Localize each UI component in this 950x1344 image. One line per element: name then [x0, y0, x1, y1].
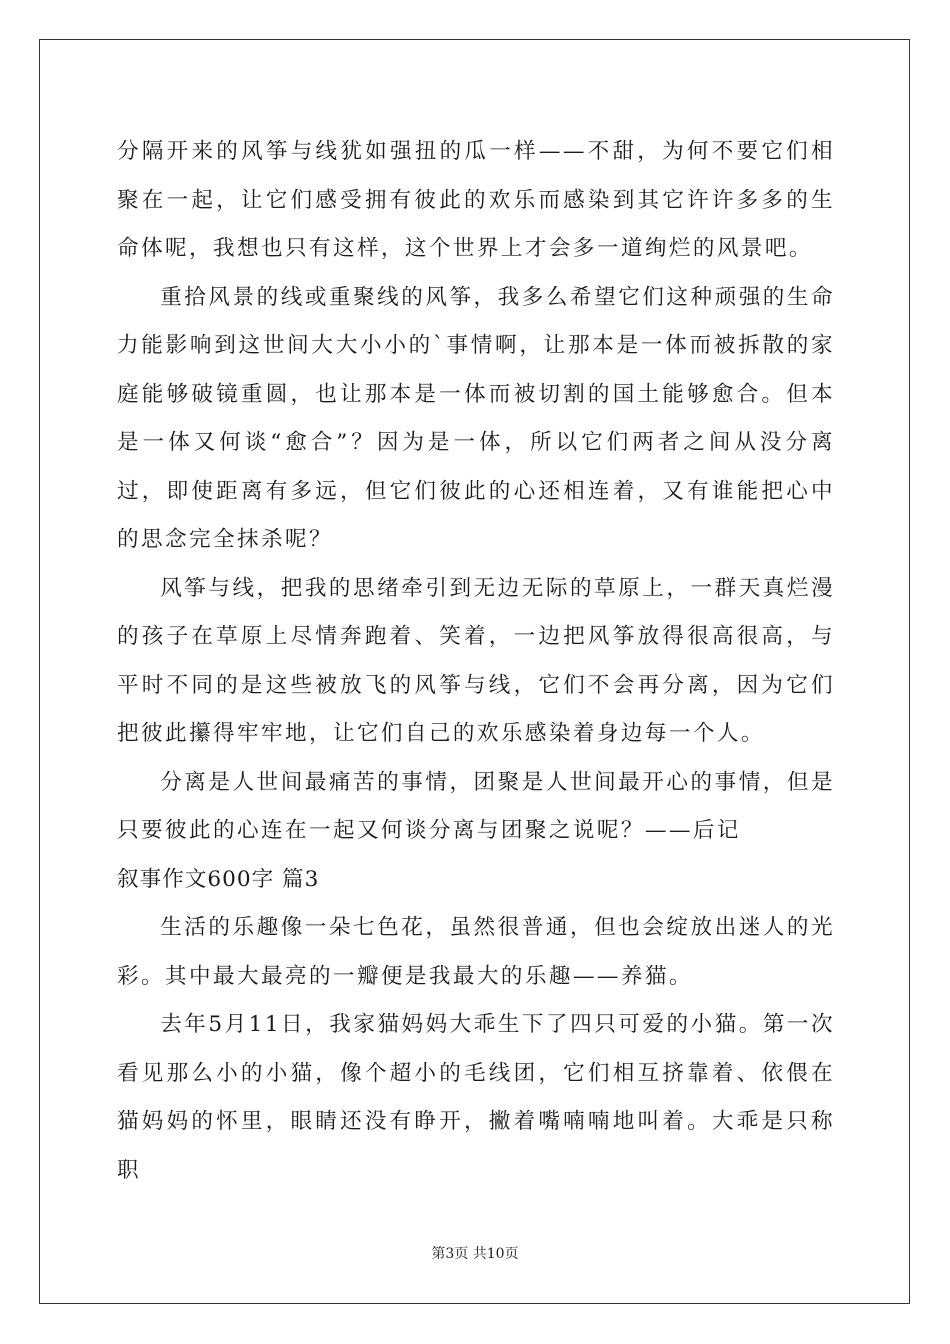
page-number-footer: 第3页 共10页: [431, 1246, 519, 1262]
paragraph-1: 分隔开来的风筝与线犹如强扭的瓜一样——不甜，为何不要它们相聚在一起，让它们感受拥有彼此的欢乐而感染到其它许许多多的生命体呢，我想也只有这样，这个世界上才会多一道绚烂的风景吧。: [117, 139, 835, 261]
section-heading: 叙事作文600字 篇3: [117, 866, 320, 892]
paragraph-4: 分离是人世间最痛苦的事情，团聚是人世间最开心的事情，但是只要彼此的心连在一起又何谈分离与团聚之说呢？——后记: [117, 769, 835, 843]
paragraph-5: 生活的乐趣像一朵七色花，虽然很普通，但也会绽放出迷人的光彩。其中最大最亮的一瓣便是我最大的乐趣——养猫。: [117, 915, 835, 989]
paragraph-6: 去年5月11日，我家猫妈妈大乖生下了四只可爱的小猫。第一次看见那么小的小猫，像个超小的毛线团，它们相互挤靠着、依偎在猫妈妈的怀里，眼睛还没有睁开，撇着嘴喃喃地叫着。大乖是只称职: [117, 1012, 835, 1183]
paragraph-2: 重拾风景的线或重聚线的风筝，我多么希望它们这种顽强的生命力能影响到这世间大大小小的`事情啊，让那本是一体而被拆散的家庭能够破镜重圆，也让那本是一体而被切割的国土能够愈合。但本是一体又何谈“愈合”？因为是一体，所以它们两者之间从没分离过，即使距离有多远，但它们彼此的心还相连着，又有谁能把心中的思念完全抹杀呢？: [117, 284, 835, 552]
paragraph-3: 风筝与线，把我的思绪牵引到无边无际的草原上，一群天真烂漫的孩子在草原上尽情奔跑着、笑着，一边把风筝放得很高很高，与平时不同的是这些被放飞的风筝与线，它们不会再分离，因为它们把彼此攥得牢牢地，让它们自己的欢乐感染着身边每一个人。: [117, 575, 835, 746]
document-body: [117, 128, 835, 1195]
